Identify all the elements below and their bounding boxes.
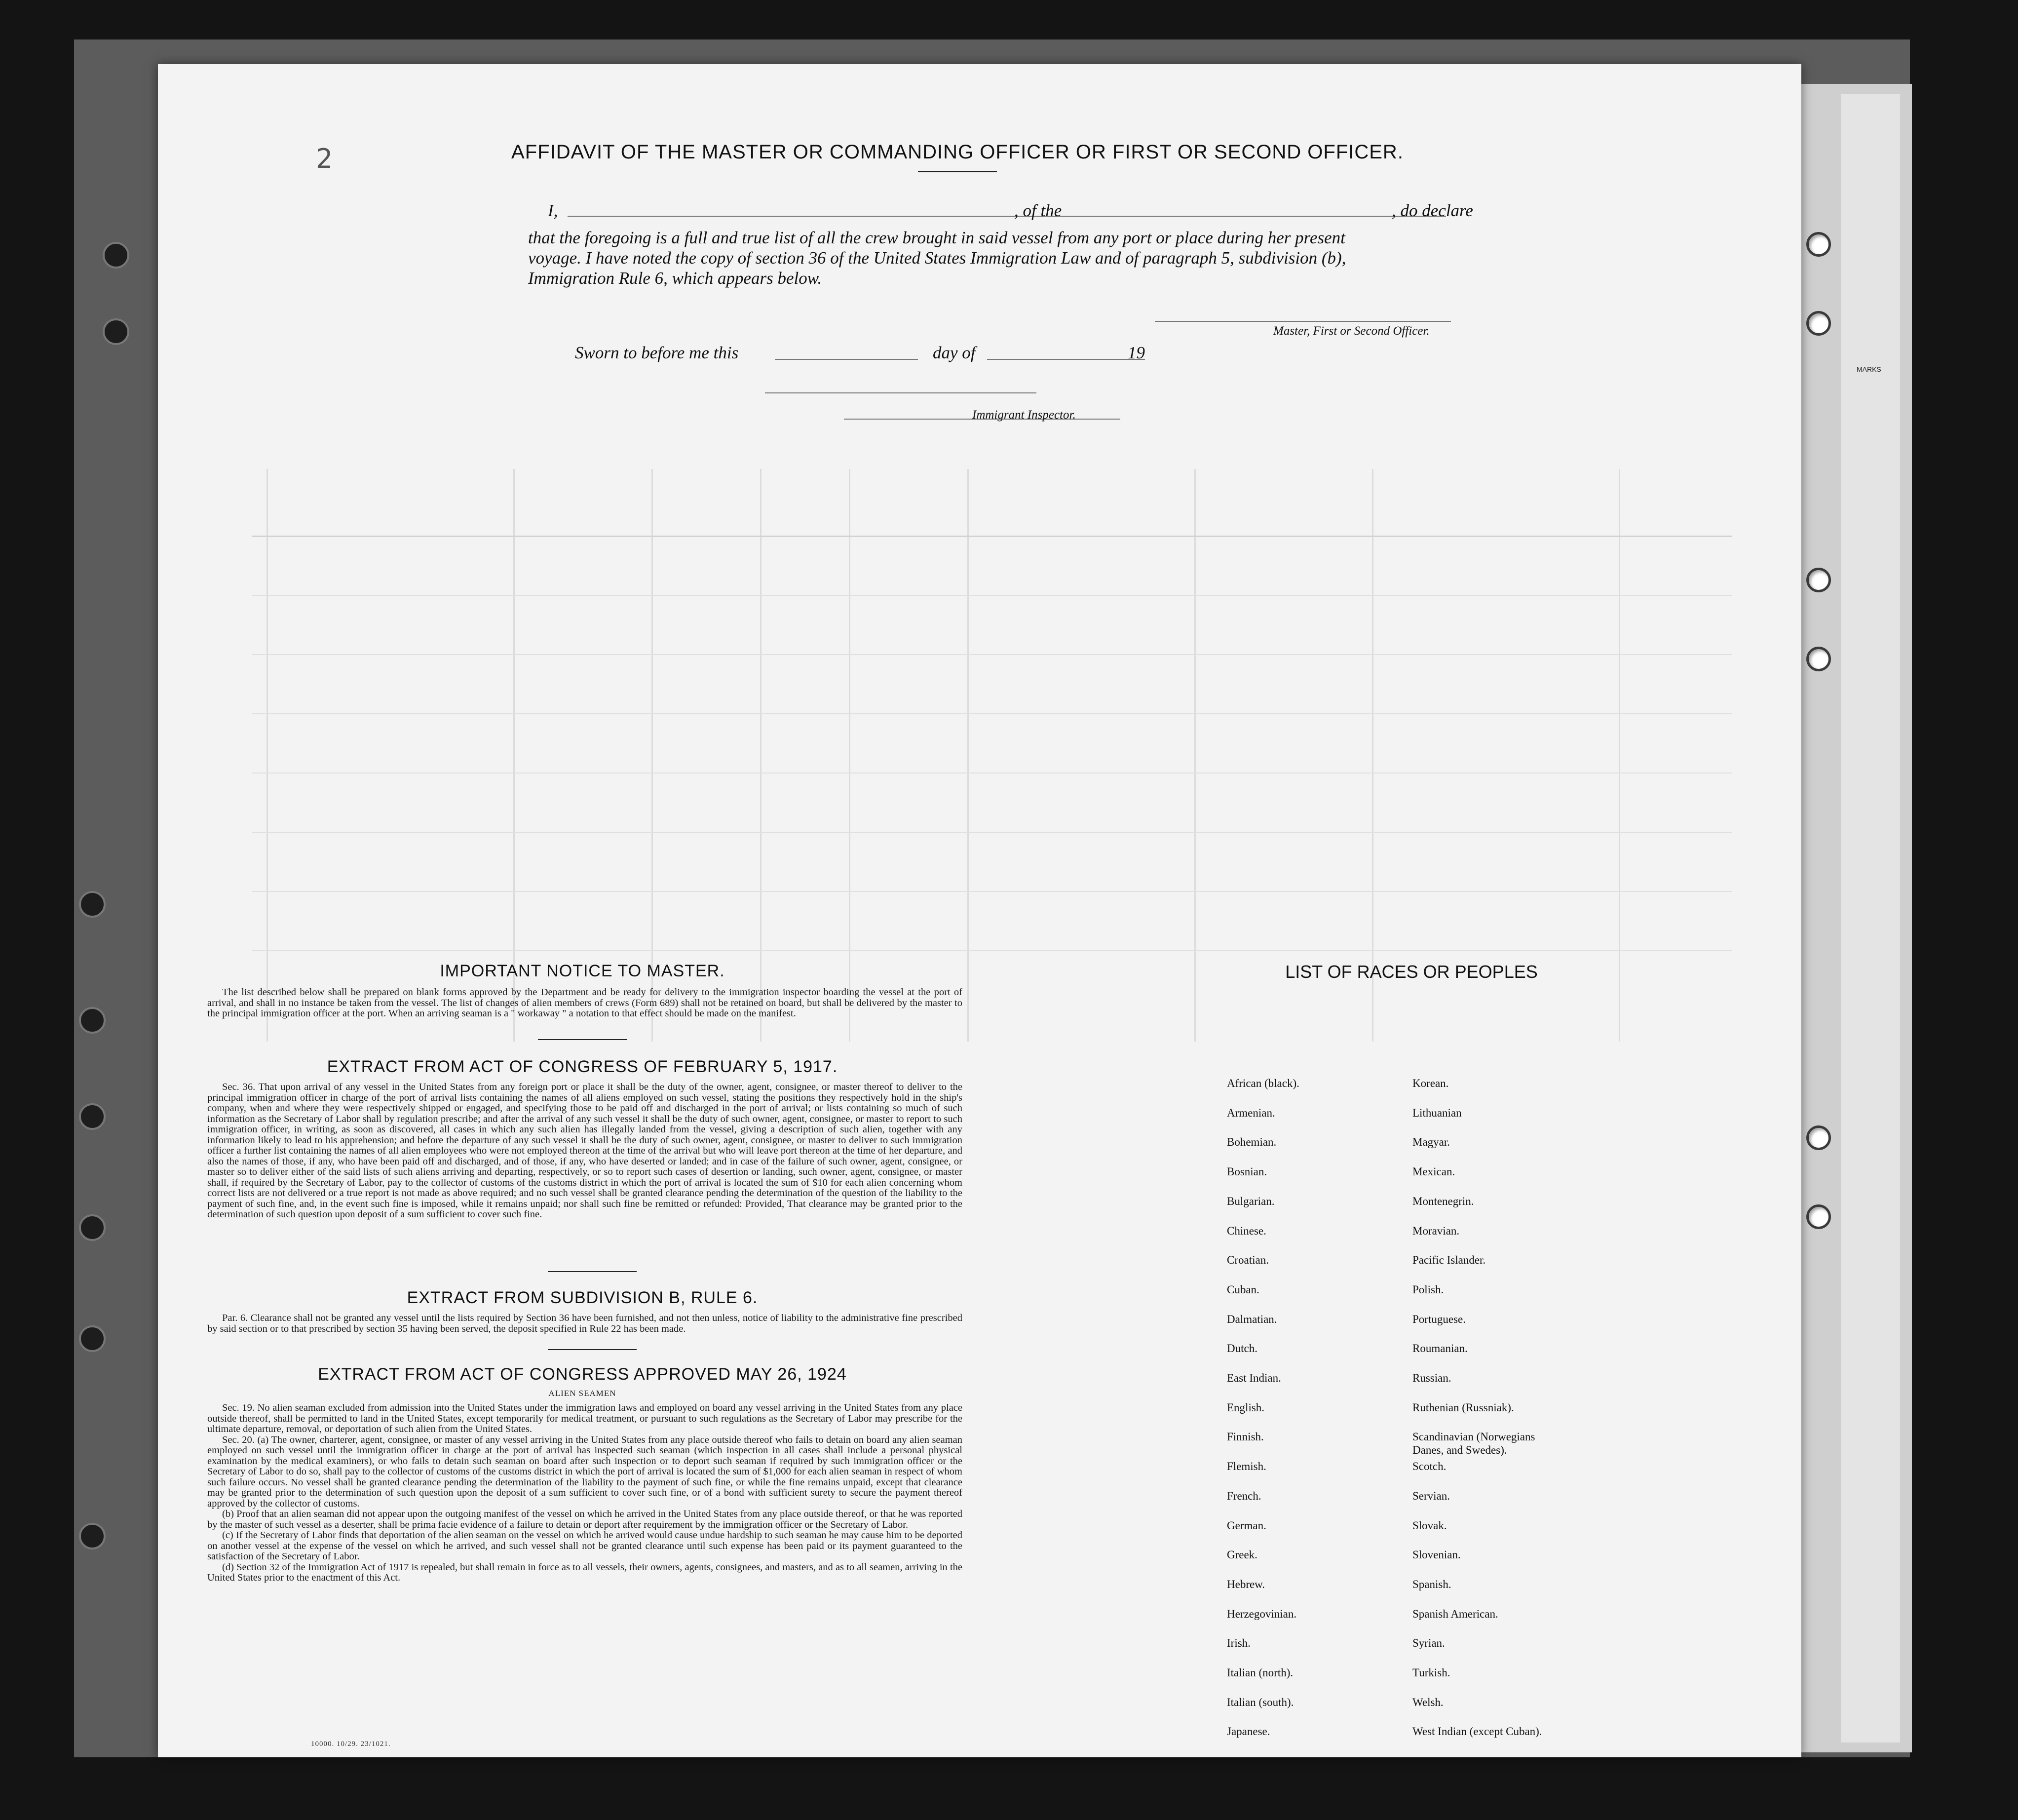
punch-hole xyxy=(1806,311,1831,336)
punch-hole xyxy=(1806,1204,1831,1229)
signature-caption: Master, First or Second Officer. xyxy=(1273,324,1430,338)
handwritten-mark: 2 xyxy=(316,143,333,174)
race-entry: Herzegovinian. xyxy=(1227,1607,1297,1620)
declaration-of-the: , of the xyxy=(1014,201,1062,220)
declaration-line-4: Immigration Rule 6, which appears below. xyxy=(528,269,822,288)
race-entry: Mexican. xyxy=(1412,1165,1455,1178)
declaration-i: I, xyxy=(548,201,558,220)
underlying-page-edge xyxy=(1841,94,1900,1743)
right-edge-label: MARKS xyxy=(1857,365,1881,373)
declaration-end: , do declare xyxy=(1392,201,1473,220)
binder-hole xyxy=(79,1103,106,1130)
ghost-ledger-row xyxy=(252,536,1732,562)
race-entry: German. xyxy=(1227,1519,1266,1532)
extract-1917-heading: EXTRACT FROM ACT OF CONGRESS OF FEBRUARY 5, 1917. xyxy=(327,1057,838,1076)
race-entry: French. xyxy=(1227,1489,1261,1502)
race-entry: Hebrew. xyxy=(1227,1578,1265,1590)
extract-rule6-heading: EXTRACT FROM SUBDIVISION B, RULE 6. xyxy=(407,1288,758,1307)
race-entry: Servian. xyxy=(1412,1489,1450,1502)
section-36-paragraph: Sec. 36. That upon arrival of any vessel in the United States from any foreign port or place it shall be the duty of the owner, agent, consignee, or master thereof to deliver to the principal immigration officer in charge of the port of arrival lists containing the names of all aliens employed on such vessel, stating the positions they respectively hold in the ship's company, when and where they were respectively shipped or engaged, and specifying those to be paid off and discharged in the port of arrival; or lists containing so much of such information as the Secretary of Labor shall by regulation prescribe; and after the arrival of any such vessel it shall be the duty of such owner, agent, consignee, or master to report to such immigration officer, in writing, as soon as discovered, all cases in which any such alien has illegally landed from the vessel, giving a description of such alien, together with any information likely to lead to his apprehension; and before the departure of any such vessel it shall be the duty of such owner, agent, consignee, or master to deliver to such immigration officer a further list containing the names of all alien employees who were not employed thereon at the time of the arrival but who will leave port thereon at the time of her departure, and also the names of those, if any, who have been paid off and discharged, and of those, if any, who have deserted or landed; and in case of the failure of such owner, agent, consignee, or master so to deliver either of the said lists of such aliens arriving and departing, respectively, or so to report such cases of desertion or landing, such owner, agent, consignee, or master shall, if required by the Secretary of Labor, pay to the collector of customs of the customs district in which the port of arrival is located the sum of $10 for each alien concerning whom correct lists are not delivered or a true report is not made as above required; and no such vessel shall be granted clearance pending the determination of the question of the liability to the payment of such fine, and, in the event such fine is imposed, while it remains unpaid; nor shall such fine be remitted or refunded: Provided, That clearance may be granted prior to the determination of such question upon deposit of a sum sufficient to cover such fine. xyxy=(207,1082,962,1220)
sworn-month-blank xyxy=(987,359,1145,360)
race-entry: Dalmatian. xyxy=(1227,1313,1277,1325)
binder-hole xyxy=(103,242,129,269)
race-entry: Finnish. xyxy=(1227,1431,1264,1443)
sec-20a-paragraph: Sec. 20. (a) The owner, charterer, agent, consignee, or master of any vessel arriving in the United States from any place outside thereof who fails to detain on board any alien seaman employed on such vessel until the immigration officer in charge at the port of arrival has inspected such seaman (which inspection in all cases shall include a personal physical examination by the medical examiners), or who fails to detain such seaman on board after such inspection or to deport such seaman if required by such immigration officer or the Secretary of Labor to do so, shall pay to the collector of customs of the customs district in which the port of arrival is located the sum of $1,000 for each alien seaman in respect of whom such failure occurs. No vessel shall be granted clearance pending the determination of the liability to the payment of such fine, or while the fine remains unpaid, except that clearance may be granted prior to the determination of such question upon the deposit of a sum sufficient to cover such fine, or of a bond with sufficient surety to secure the payment thereof approved by the collector of customs. xyxy=(207,1434,962,1509)
race-entry: Chinese. xyxy=(1227,1224,1266,1237)
affidavit-form-sheet xyxy=(158,64,1801,1757)
binder-hole xyxy=(79,891,106,918)
race-entry: Flemish. xyxy=(1227,1460,1266,1473)
race-entry: East Indian. xyxy=(1227,1372,1281,1384)
race-entry: Spanish American. xyxy=(1412,1607,1498,1620)
race-entry: Lithuanian xyxy=(1412,1106,1462,1119)
ghost-ledger-row xyxy=(252,891,1732,917)
race-entry: Irish. xyxy=(1227,1637,1251,1650)
ghost-ledger-row xyxy=(252,773,1732,798)
affidavit-title: AFFIDAVIT OF THE MASTER OR COMMANDING OFFICER OR FIRST OR SECOND OFFICER. xyxy=(511,141,1404,163)
notice-text xyxy=(207,987,962,1019)
title-underline xyxy=(918,171,997,172)
race-entry: Scotch. xyxy=(1412,1460,1447,1473)
name-blank-line xyxy=(568,216,1180,217)
race-entry: Armenian. xyxy=(1227,1106,1275,1119)
race-entry: Scandinavian (Norwegians xyxy=(1412,1431,1535,1443)
extract-rule6-text xyxy=(207,1313,962,1334)
races-list-title: LIST OF RACES OR PEOPLES xyxy=(1285,962,1538,982)
race-entry: Bulgarian. xyxy=(1227,1195,1275,1207)
race-entry: Bohemian. xyxy=(1227,1136,1277,1149)
race-entry: Polish. xyxy=(1412,1283,1444,1296)
race-entry: Japanese. xyxy=(1227,1725,1270,1738)
notice-paragraph: The list described below shall be prepared on blank forms approved by the Department and be ready for delivery to the immigration inspector boarding the vessel at the port of arrival, and shall in no instance be taken from the vessel. The list of changes of alien members of crews (Form 689) shall not be retained on board, but shall be delivered by the master to the principal immigration officer at the port. When an arriving seaman is a " workaway " a notation to that effect should be made on the manifest. xyxy=(207,987,962,1019)
sec-20b-paragraph: (b) Proof that an alien seaman did not appear upon the outgoing manifest of the vessel on which he arrived in the United States from any place outside thereof, or that he was reported by the master of such vessel as a deserter, shall be prima facie evidence of a failure to detain or deport after requirement by the immigration officer or the Secretary of Labor. xyxy=(207,1509,962,1530)
sec-20d-paragraph: (d) Section 32 of the Immigration Act of 1917 is repealed, but shall remain in force as to all vessels, their owners, agents, consignees, and masters, and as to all seamen, arriving in the United States prior to the enactment of this Act. xyxy=(207,1561,962,1583)
race-entry: Spanish. xyxy=(1412,1578,1451,1590)
punch-hole xyxy=(1806,1125,1831,1150)
punch-hole xyxy=(1806,232,1831,257)
extract-1924-text xyxy=(207,1403,962,1584)
race-entry: Moravian. xyxy=(1412,1224,1460,1237)
race-entry: Turkish. xyxy=(1412,1666,1450,1679)
form-number: 10000. 10/29. 23/1021. xyxy=(311,1740,391,1748)
race-entry: Dutch. xyxy=(1227,1342,1257,1355)
race-entry: Welsh. xyxy=(1412,1696,1444,1708)
race-entry: Danes, and Swedes). xyxy=(1412,1444,1507,1457)
race-entry: Portuguese. xyxy=(1412,1313,1466,1325)
race-entry: Greek. xyxy=(1227,1549,1257,1561)
race-entry: African (black). xyxy=(1227,1077,1299,1089)
section-divider xyxy=(538,1039,627,1040)
race-entry: Pacific Islander. xyxy=(1412,1254,1486,1267)
race-entry: Ruthenian (Russniak). xyxy=(1412,1401,1514,1414)
sec-20c-paragraph: (c) If the Secretary of Labor finds that deportation of the alien seaman on the vessel on which he arrived would cause undue hardship to such seaman he may cause him to be deported on another vessel at the expense of the vessel on which he arrived, and such vessel shall not be granted clearance until such expense has been paid or its payment guaranteed to the satisfaction of the Secretary of Labor. xyxy=(207,1530,962,1562)
punch-hole xyxy=(1806,568,1831,592)
signature-line xyxy=(1155,321,1451,322)
ghost-ledger-row xyxy=(252,595,1732,620)
sworn-day-blank xyxy=(775,359,918,360)
binder-hole xyxy=(79,1007,106,1034)
year-label: 19 xyxy=(1128,343,1145,362)
race-entry: Slovenian. xyxy=(1412,1549,1461,1561)
section-divider xyxy=(548,1349,637,1350)
race-entry: Montenegrin. xyxy=(1412,1195,1474,1207)
ghost-ledger-row xyxy=(252,654,1732,680)
alien-seamen-subheading: ALIEN SEAMEN xyxy=(548,1389,616,1398)
race-entry: Magyar. xyxy=(1412,1136,1450,1149)
binder-hole xyxy=(79,1214,106,1241)
race-entry: Bosnian. xyxy=(1227,1165,1267,1178)
race-entry: Korean. xyxy=(1412,1077,1449,1089)
sworn-label: Sworn to before me this xyxy=(575,343,739,362)
extract-1924-heading: EXTRACT FROM ACT OF CONGRESS APPROVED MAY 26, 1924 xyxy=(318,1365,847,1384)
race-entry: Italian (south). xyxy=(1227,1696,1294,1708)
race-entry: English. xyxy=(1227,1401,1265,1414)
race-entry: Italian (north). xyxy=(1227,1666,1294,1679)
race-entry: Croatian. xyxy=(1227,1254,1269,1267)
punch-hole xyxy=(1806,647,1831,671)
declaration-line-2: that the foregoing is a full and true list of all the crew brought in said vessel from any port or place during her present xyxy=(528,228,1345,247)
section-divider xyxy=(548,1271,637,1272)
declaration-line-3: voyage. I have noted the copy of section 36 of the United States Immigration Law and of paragraph 5, subdivision (b), xyxy=(528,248,1346,268)
binder-hole xyxy=(79,1523,106,1549)
notice-heading: IMPORTANT NOTICE TO MASTER. xyxy=(440,962,725,980)
race-entry: Cuban. xyxy=(1227,1283,1259,1296)
race-entry: Slovak. xyxy=(1412,1519,1447,1532)
race-entry: Russian. xyxy=(1412,1372,1451,1384)
binder-hole xyxy=(103,318,129,345)
race-entry: West Indian (except Cuban). xyxy=(1412,1725,1542,1738)
sec-19-paragraph: Sec. 19. No alien seaman excluded from admission into the United States under the immigration laws and employed on board any vessel arriving in the United States from any place outside thereof, shall be permitted to land in the United States, except temporarily for medical treatment, or pursuant to such regulations as the Secretary of Labor may prescribe for the ultimate departure, removal, or deportation of such alien from the United States. xyxy=(207,1402,962,1434)
day-of-label: day of xyxy=(933,343,976,362)
inspector-caption: Immigrant Inspector. xyxy=(972,408,1076,422)
ghost-ledger-row xyxy=(252,832,1732,857)
race-entry: Syrian. xyxy=(1412,1637,1445,1650)
ghost-ledger-row xyxy=(252,713,1732,739)
sworn-rule xyxy=(765,392,1036,393)
rule6-paragraph: Par. 6. Clearance shall not be granted any vessel until the lists required by Section 36 have been furnished, and not then unless, notice of liability to the administrative fine prescribed by said section or to that prescribed by section 35 having been served, the deposit specified in Rule 22 has been made. xyxy=(207,1313,962,1334)
extract-1917-text xyxy=(207,1082,962,1220)
race-entry: Roumanian. xyxy=(1412,1342,1468,1355)
binder-hole xyxy=(79,1325,106,1352)
